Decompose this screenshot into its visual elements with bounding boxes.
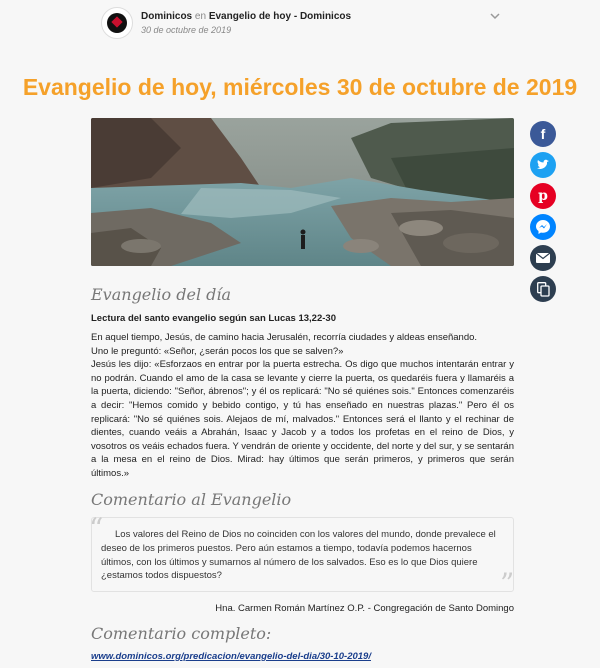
facebook-share-button[interactable] (530, 121, 556, 147)
comment-heading: Comentario al Evangelio (91, 490, 292, 509)
connector-text: en (194, 11, 207, 22)
email-icon (536, 253, 550, 263)
twitter-icon (536, 159, 550, 171)
facebook-icon: f (540, 126, 546, 142)
page-title: Evangelio de hoy, miércoles 30 de octubre de 2019 (22, 74, 578, 100)
messenger-icon (535, 219, 551, 235)
post-meta (141, 11, 351, 22)
group-link[interactable]: Evangelio de hoy - Dominicos (208, 11, 352, 22)
post-header (0, 0, 600, 44)
gospel-paragraph: En aquel tiempo, Jesús, de camino hacia Jerusalén, recorría ciudades y aldeas enseñando. (91, 332, 478, 343)
avatar[interactable] (101, 7, 133, 39)
gospel-text (91, 331, 514, 481)
email-share-button[interactable] (530, 245, 556, 271)
hero-image (91, 118, 514, 266)
open-quote-icon: “ (89, 512, 104, 545)
post-date[interactable]: 30 de octubre de 2019 (141, 25, 232, 35)
gospel-paragraph: Uno le preguntó: «Señor, ¿serán pocos los que se salven?» (91, 345, 344, 357)
chevron-down-icon[interactable] (489, 10, 501, 22)
close-quote-icon: ” (500, 567, 515, 600)
messenger-share-button[interactable] (530, 214, 556, 240)
pinterest-icon: p (538, 188, 548, 204)
full-comment-link[interactable]: www.dominicos.org/predicacion/evangelio-del-dia/30-10-2019/ (91, 651, 371, 662)
pinterest-share-button[interactable] (530, 183, 556, 209)
author-link[interactable]: Dominicos (141, 11, 193, 22)
gospel-paragraph: Jesús les dijo: «Esforzaos en entrar por la puerta estrecha. Os digo que muchos intentarán entrar y no podrán. Cuando el amo de la casa se levante y cierre la puerta, os quedaréis fuera y llamaréis a la puerta, diciendo: "Señor, ábrenos"; y él os replicará: "No sé quiénes sois." Entonces comenzaréis a decir: "Hemos comido y bebido contigo, y tú has enseñado en nuestras plazas." Pero él os replicará: "No sé quiénes sois. Alejaos de mí, malvados." Entonces será el llanto y el rechinar de dientes, cuando veáis a Abrahán, Isaac y Jacob y a todos los profetas en el reino de Dios, y vosotros os veáis echados fuera. Y vendrán de oriente y occidente, del norte y del sur, y se sentarán a la mesa en el reino de Dios. Mirad: hay últimos que serán primeros, y primeros que serán últimos.» (91, 359, 514, 479)
twitter-share-button[interactable] (530, 152, 556, 178)
reading-title: Lectura del santo evangelio según san Lucas 13,22-30 (91, 313, 336, 324)
copy-share-button[interactable] (530, 276, 556, 302)
dominicos-logo-icon (107, 13, 127, 33)
gospel-heading: Evangelio del día (91, 285, 232, 304)
comment-author: Hna. Carmen Román Martínez O.P. - Congregación de Santo Domingo (215, 603, 514, 614)
comment-quote (89, 512, 515, 600)
full-comment-heading: Comentario completo: (91, 624, 272, 643)
copy-icon (537, 282, 550, 297)
comment-text: Los valores del Reino de Dios no coinciden con los valores del mundo, donde prevalece el deseo de los primeros puestos. Pero aún estamos a tiempo, todavía podemos hacernos últimos, con los últimos y sumarnos al número de los salvados. Eso es lo que Dios quiere ¿estamos todos dispuestos? (101, 529, 496, 582)
